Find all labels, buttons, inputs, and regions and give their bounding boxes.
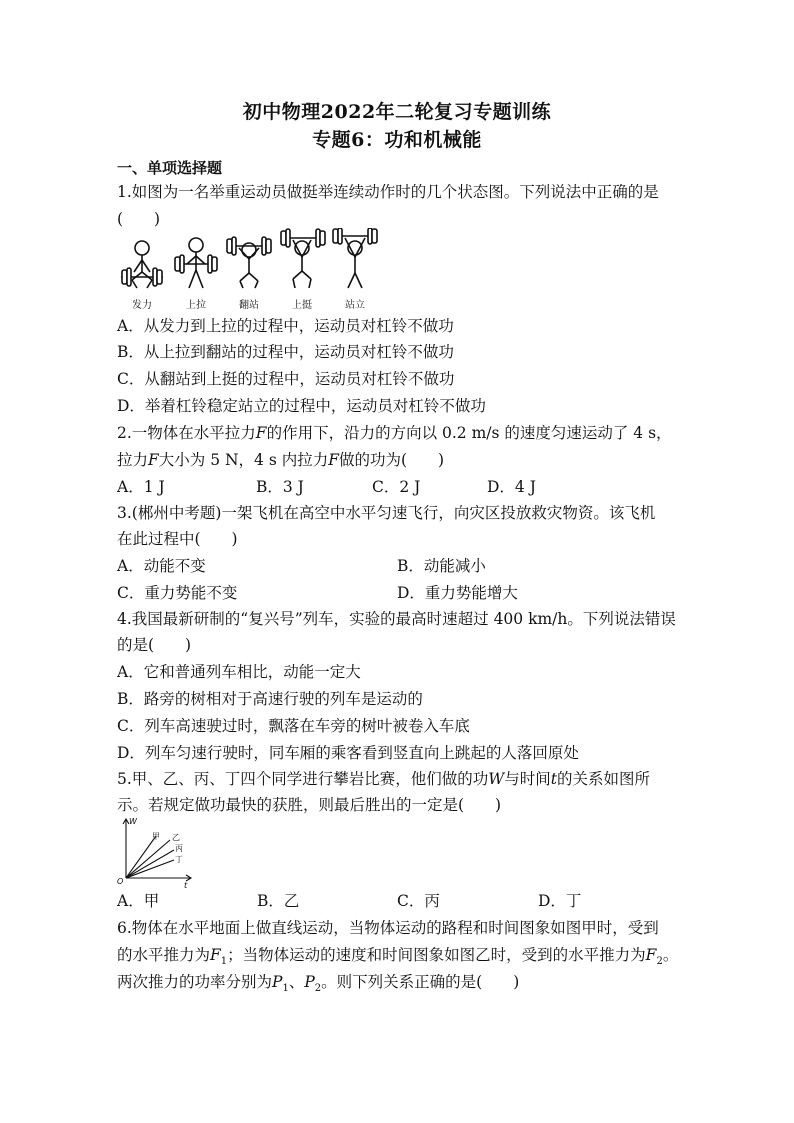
q5-option-c: C．丙: [397, 892, 440, 910]
q1-stem-line2: ( ): [117, 210, 161, 228]
graph-series-yi: 乙: [172, 833, 180, 842]
graph-series-ding: 丁: [175, 855, 183, 864]
graph-line-jia: [126, 836, 156, 878]
lifter-fanzhan-icon: [227, 237, 271, 288]
q4-option-d: D．列车匀速行驶时，同车厢的乘客看到竖直向上跳起的人落回原处: [117, 744, 579, 762]
q6-stem-line2: 的水平推力为$F_1$；当物体运动的速度和时间图象如图乙时，受到的水平推力为$F_2$。: [117, 946, 679, 968]
q3-option-c: C．重力势能不变: [117, 584, 238, 602]
q3-stem-line1: 3.(郴州中考题)一架飞机在高空中水平匀速飞行，向灾区投放救灾物资。该飞机: [117, 504, 656, 522]
fig-label-shangla: 上拉: [186, 300, 206, 311]
graph-line-yi: [126, 840, 170, 878]
q5-option-b: B．乙: [257, 892, 300, 910]
lifter-fali-icon: [121, 241, 163, 288]
lifter-zhanli-icon: [333, 228, 377, 288]
graph-series-jia: 甲: [152, 832, 160, 841]
q5-stem-line2: 示。若规定做功最快的获胜，则最后胜出的一定是( ): [117, 796, 502, 814]
graph-y-label: W: [129, 817, 137, 826]
q3-stem-line2: 在此过程中( ): [117, 530, 238, 548]
fig-label-shangting: 上挺: [292, 300, 312, 311]
graph-line-ding: [126, 860, 174, 878]
weightlifting-figure: [117, 228, 392, 316]
q2-stem-line2: 拉力F大小为 5 N，4 s 内拉力F做的功为( ): [117, 451, 445, 469]
graph-x-label: t: [184, 881, 188, 890]
q1-option-d: D．举着杠铃稳定站立的过程中，运动员对杠铃不做功: [117, 397, 486, 415]
q2-stem-line1: 2.一物体在水平拉力F的作用下，沿力的方向以 0.2 m/s 的速度匀速运动了 4 s，: [117, 424, 672, 442]
q2-option-a: A．1 J: [117, 478, 165, 496]
lifter-shangting-icon: [281, 229, 325, 288]
fig-label-zhanli: 站立: [345, 300, 365, 311]
q5-option-a: A．甲: [117, 892, 160, 910]
graph-series-bing: 丙: [175, 844, 183, 853]
q3-option-b: B．动能减小: [397, 557, 486, 575]
q3-option-d: D．重力势能增大: [397, 584, 518, 602]
page-title: 初中物理2022年二轮复习专题训练: [242, 101, 552, 123]
q4-stem-line1: 4.我国最新研制的“复兴号”列车，实验的最高时速超过 400 km/h。下列说法错误: [117, 610, 676, 628]
q5-stem-line1: 5.甲、乙、丙、丁四个同学进行攀岩比赛，他们做的功W与时间t的关系如图所: [117, 770, 650, 788]
q1-option-b: B．从上拉到翻站的过程中，运动员对杠铃不做功: [117, 343, 454, 361]
q4-option-b: B．路旁的树相对于高速行驶的列车是运动的: [117, 690, 423, 708]
lifter-shangla-icon: [175, 238, 217, 288]
q4-stem-line2: 的是( ): [117, 636, 192, 654]
q6-stem-line3: 两次推力的功率分别为$P_1$、$P_2$。则下列关系正确的是( ): [117, 973, 520, 995]
q4-option-a: A．它和普通列车相比，动能一定大: [117, 663, 361, 681]
q3-option-a: A．动能不变: [117, 557, 206, 575]
section-heading: 一、单项选择题: [117, 159, 223, 177]
page-subtitle: 专题6：功和机械能: [312, 129, 482, 151]
q2-option-d: D．4 J: [487, 478, 536, 496]
work-time-graph: [114, 814, 198, 890]
q6-stem-line1: 6.物体在水平地面上做直线运动，当物体运动的路程和时间图象如图甲时，受到: [117, 919, 659, 937]
q1-option-c: C．从翻站到上挺的过程中，运动员对杠铃不做功: [117, 370, 455, 388]
graph-origin-label: O: [117, 877, 124, 886]
q5-option-d: D．丁: [538, 892, 582, 910]
fig-label-fali: 发力: [132, 300, 152, 311]
fig-label-fanzhan: 翻站: [239, 300, 259, 311]
q1-option-a: A．从发力到上拉的过程中，运动员对杠铃不做功: [117, 317, 454, 335]
graph-line-bing: [126, 850, 174, 878]
q4-option-c: C．列车高速驶过时，飘落在车旁的树叶被卷入车底: [117, 717, 470, 735]
q2-option-c: C．2 J: [372, 478, 421, 496]
q2-option-b: B．3 J: [256, 478, 304, 496]
q1-stem-line1: 1.如图为一名举重运动员做挺举连续动作时的几个状态图。下列说法中正确的是: [117, 183, 659, 201]
